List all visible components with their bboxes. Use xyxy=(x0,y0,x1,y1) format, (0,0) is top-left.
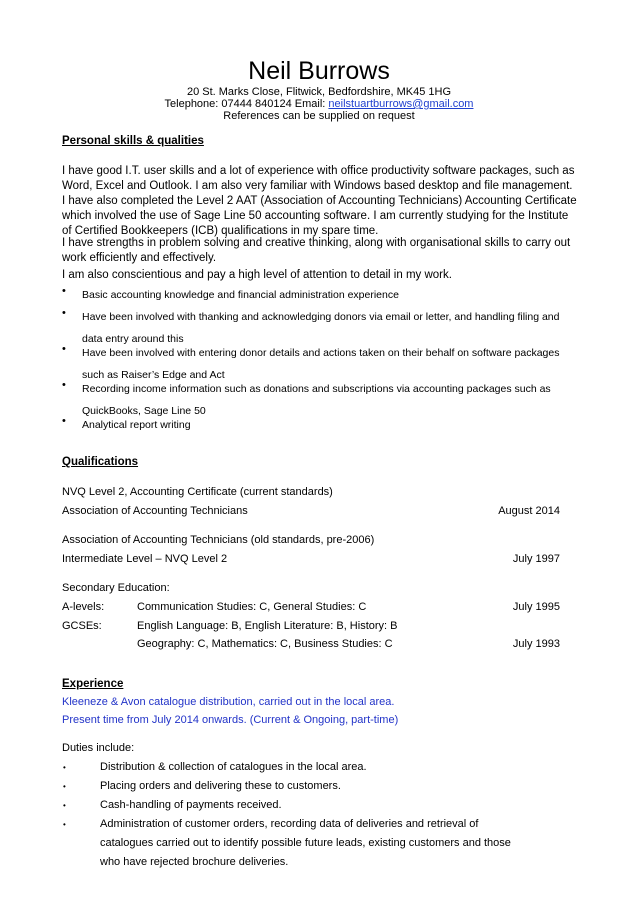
bullet-icon: • xyxy=(62,307,66,319)
bullet-icon: • xyxy=(62,285,66,297)
cv-page: Neil Burrows 20 St. Marks Close, Flitwick, Bedfordshire, MK45 1HG Telephone: 07444 840124 Email: neilstuartburrows@gmail.com References can be supplied on request Personal skills & qualities I have good I.T. user skills and a lot of experience with office productivity software packages, such as Word, Excel and Outlook. I am also very familiar with Windows based desktop and file management. I have also completed the Level 2 AAT (Association of Accounting Technicians) Accounting Certificate which involved the use of Sage Line 50 accounting software. I am currently studying for the Institute of Certified Bookkeepers (ICB) qualifications in my spare time. I have strengths in problem solving and creative thinking, along with organisational skills to carry out work efficiently and effectively. I am also conscientious and pay a high level of attention to detail in my work. • Basic accounting knowledge and financial administration experience • Have been involved with thanking and acknowledging donors via email or letter, and handling filing and data entry around this • Have been involved with entering donor details and actions taken on their behalf on software packages such as Raiser’s Edge and Act • Recording income information such as donations and subscriptions via accounting packages such as QuickBooks, Sage Line 50 • Analytical report writing Qualifications NVQ Level 2, Accounting Certificate (current standards) Association of Accounting Technicians August 2014 Association of Accounting Technicians (old standards, pre-2006) Intermediate Level – NVQ Level 2 July 1997 Secondary Education: A-levels: Communication Studies: C, General Studies: C July 1995 GCSEs: English Language: B, English Literature: B, History: B Geography: C, Mathematics: C, Business Studies: C July 1993 Experience Kleeneze & Avon catalogue distribution, carried out in the local area. Present time from July 2014 onwards. (Current & Ongoing, part-time) Duties include: • Distribution & collection of catalogues in the local area. • Placing orders and delivering these to customers. • Cash-handling of payments received. • Administration of customer orders, recording data of deliveries and retrieval of catalogues carried out to identify possible future leads, existing customers and those who have rejected brochure deliveries. xyxy=(0,0,638,902)
intermediate-date: July 1997 xyxy=(512,553,560,565)
personal-paragraph-3: I am also conscientious and pay a high level of attention to detail in my work. xyxy=(62,269,452,281)
job-period: Present time from July 2014 onwards. (Current & Ongoing, part-time) xyxy=(62,714,399,726)
experience-heading: Experience xyxy=(62,678,124,690)
duties-label: Duties include: xyxy=(62,742,135,754)
bullet-icon: • xyxy=(63,820,66,829)
gcse-label: GCSEs: xyxy=(62,620,102,632)
intermediate-level: Intermediate Level – NVQ Level 2 xyxy=(62,553,228,565)
alevels-date: July 1995 xyxy=(512,601,560,613)
personal-skills-heading: Personal skills & qualities xyxy=(62,135,204,147)
bullet-icon: • xyxy=(62,415,66,427)
bullet-icon: • xyxy=(62,379,66,391)
aat-current: Association of Accounting Technicians xyxy=(62,505,248,517)
bullet-icon: • xyxy=(62,343,66,355)
personal-paragraph-1: I have good I.T. user skills and a lot of experience with office productivity software packages, such as Word, Excel and Outlook. I am also very familiar with Windows based desktop and file management. I have also completed the Level 2 AAT (Association of Accounting Technicians) Accounting Certificate which involved the use of Sage Line 50 accounting software. I am currently studying for the Institute of Certified Bookkeepers (ICB) qualifications in my spare time. xyxy=(62,165,577,237)
aat-old: Association of Accounting Technicians (old standards, pre-2006) xyxy=(62,534,375,546)
secondary-education: Secondary Education: xyxy=(62,582,170,594)
job-title: Kleeneze & Avon catalogue distribution, carried out in the local area. xyxy=(62,696,395,708)
personal-paragraph-2: I have strengths in problem solving and creative thinking, along with organisational skills to carry out work efficiently and effectively. xyxy=(62,237,571,264)
address-line: 20 St. Marks Close, Flitwick, Bedfordshire, MK45 1HG xyxy=(186,86,452,98)
page-title: Neil Burrows xyxy=(248,57,390,85)
aat-current-date: August 2014 xyxy=(498,505,560,517)
gcse-subjects-1: English Language: B, English Literature: B, History: B xyxy=(137,620,398,632)
bullet-icon: • xyxy=(63,801,66,810)
references-line: References can be supplied on request xyxy=(223,110,415,122)
alevels-subjects: Communication Studies: C, General Studies: C xyxy=(137,601,367,613)
bullet-icon: • xyxy=(63,763,66,772)
gcse-subjects-2: Geography: C, Mathematics: C, Business Studies: C xyxy=(137,638,393,650)
bullet-icon: • xyxy=(63,782,66,791)
gcse-date: July 1993 xyxy=(512,638,560,650)
nvq-title: NVQ Level 2, Accounting Certificate (current standards) xyxy=(62,486,333,498)
telephone-text: Telephone: 07444 840124 Email: xyxy=(164,98,329,110)
alevels-label: A-levels: xyxy=(62,601,105,613)
email-link[interactable]: neilstuartburrows@gmail.com xyxy=(328,98,474,110)
qualifications-heading: Qualifications xyxy=(62,456,139,468)
